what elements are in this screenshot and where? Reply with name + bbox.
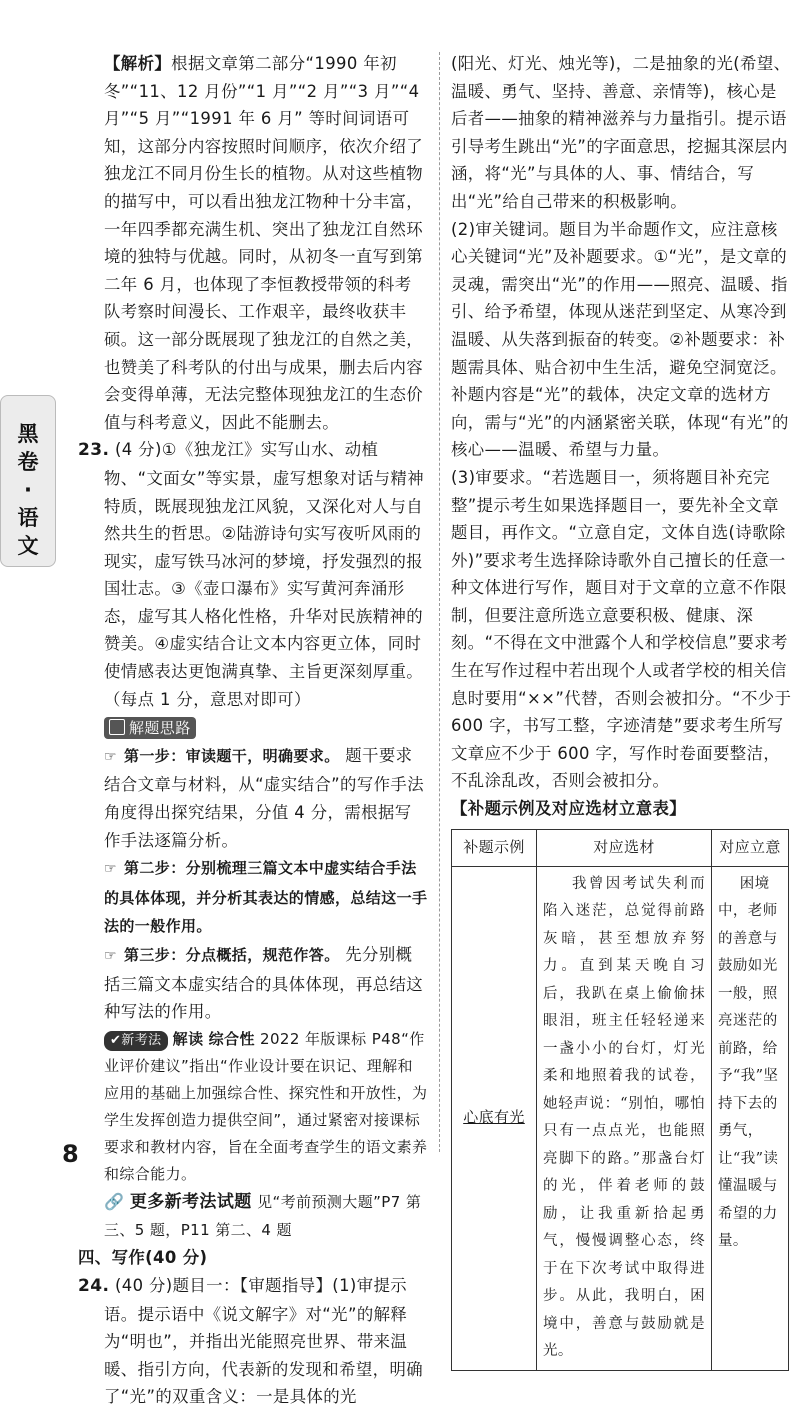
side-tab-label: 黑卷·语文 (17, 422, 39, 558)
table-cell-title (452, 866, 537, 1370)
hand-icon: ☞ (104, 748, 117, 765)
table-cell-material: 我曾因考试失利而陷入迷茫，总觉得前路灰暗，甚至想放弃努力。直到某天晚自习后，我趴在桌上偷偷抹眼泪，班主任轻轻递来一盏小小的台灯，灯光柔和地照着我的试卷，她轻声说：“别怕，哪怕只有一点点光，也能照亮脚下的路。”那盏台灯的光，伴着老师的鼓励，让我重新拾起勇气，慢慢调整心态，终于在下次考试中取得进步。从此，我明白，困境中，善意与鼓励就是光。 (537, 866, 712, 1370)
step-3 (78, 941, 428, 1026)
q24-text: (40 分)题目一：【审题指导】(1)审提示语。提示语中《说文解字》对“光”的解释为“明也”，并指出光能照亮世界、带来温暖、指引方向，代表新的发现和希望，明确了“光”的双重含义：一是具体的光 (104, 1275, 424, 1407)
analysis-text: 根据文章第二部分“1990 年初冬”“11、12 月份”“1 月”“2 月”“3 月”“4 月”“5 月”“1991 年 6 月” 等时间词语可知，这部分内容按照时间顺序，依次介绍了独龙江不同月份生长的植物。从对这些植物的描写中，可以看出独龙江物种十分丰富，一年四季都充满生机、突出了独龙江自然环境的独特与优越。同时，从初冬一直写到第二年 6 月，也体现了李恒教授带领的科考队考察时间漫长、工作艰辛，最终收获丰硕。这一部分既展现了独龙江的自然之美，也赞美了科考队的付出与成果，删去后内容会变得单薄，无法完整体现独龙江的生态价值与科考意义，因此不能删去。 (104, 54, 424, 432)
hand-icon: ☞ (104, 861, 117, 878)
section-4-heading: 四、写作(40 分) (78, 1248, 208, 1268)
more-text: 见“考前预测大题”P7 第三、5 题，P11 第二、4 题 (104, 1192, 422, 1240)
new-method-tag-label: 新考法 (121, 1032, 162, 1048)
question-24 (78, 1272, 428, 1411)
pencil-box-icon (109, 719, 125, 735)
row-title: 心底有光 (463, 1108, 525, 1127)
table-header-row (452, 829, 789, 866)
more-head: 更多新考法试题 (129, 1191, 252, 1212)
topic-table (451, 829, 789, 1371)
step-3-text: 先分别概括三篇文本虚实结合的具体体现，再总结这种写法的作用。 (104, 945, 424, 1022)
q23-number: 23. (78, 440, 110, 461)
table-header: 对应立意 (712, 829, 789, 866)
left-column (78, 50, 428, 1411)
q24-number: 24. (78, 1275, 110, 1296)
step-1 (78, 742, 428, 854)
step-2 (78, 854, 428, 941)
q23-text: (4 分)①《独龙江》实写山水、动植物、“文面女”等实景，虚写想象对话与精神特质，既展现独龙江风貌，又深化对人与自然共生的哲思。②陆游诗句实写夜听风雨的现实，虚写铁马冰河的梦境，抒发强烈的报国壮志。③《壶口瀑布》实写黄河奔涌形态，虚写其人格化性格，升华对民族精神的赞美。④虚实结合让文本内容更立体，同时使情感表达更饱满真挚、主旨更深刻厚重。（每点 1 分，意思对即可） (104, 440, 425, 709)
new-method-tag2: 解读 (172, 1029, 204, 1048)
right-paragraph-1: (阳光、灯光、烛光等)，二是抽象的光(希望、温暖、勇气、坚持、善意、亲情等)，核心是后者——抽象的精神滋养与力量指引。提示语引导考生跳出“光”的字面意思，挖掘其深层内涵，将“光”与具体的人、事、情结合，写出“光”给自己带来的积极影响。 (451, 54, 791, 211)
new-method-tag (104, 1031, 168, 1051)
step-1-head: 第一步：审读题干，明确要求。 (124, 746, 340, 765)
check-icon: ✔ (110, 1032, 122, 1048)
page-number: 8 (62, 1140, 79, 1168)
table-header: 补题示例 (452, 829, 537, 866)
right-paragraph-2: (2)审关键词。题目为半命题作文，应注意核心关键词“光”及补题要求。①“光”，是文章的灵魂，需突出“光”的作用——照亮、温暖、指引、给予希望，体现从迷茫到坚定、从寒冷到温暖、从失落到振奋的转变。②补题要求：补题需具体、贴合初中生生活，避免空洞宽泛。补题内容是“光”的载体，决定文章的选材方向，需与“光”的内涵紧密关联，体现“有光”的核心——温暖、希望与力量。 (451, 219, 789, 460)
side-tab (0, 395, 56, 567)
right-paragraph-3: (3)审要求。“若选题目一，须将题目补充完整”提示考生如果选择题目一，要先补全文章题目，再作文。“立意自定，文体自选(诗歌除外)”要求考生选择除诗歌外自己擅长的任意一种文体进行写作，题目对于文章的立意不作限制，但要注意所选立意要积极、健康、深刻。“不得在文中泄露个人和学校信息”要求考生在写作过程中若出现个人或者学校的相关信息时要用“××”代替，否则会被扣分。“不少于 600 字，书写工整，字迹清楚”要求考生所写文章应不少于 600 字，写作时卷面要整洁，不乱涂乱改，否则会被扣分。 (451, 467, 792, 791)
analysis-label: 【解析】 (104, 54, 172, 73)
step-2-head: 第二步：分别梳理三篇文本中虚实结合手法的具体体现，并分析其表达的情感，总结这一手法的一般作用。 (104, 859, 428, 936)
link-icon: 🔗 (104, 1191, 125, 1211)
question-23 (78, 436, 428, 713)
solution-tag-row (78, 713, 428, 742)
analysis-paragraph (78, 50, 428, 436)
hand-icon: ☞ (104, 948, 117, 964)
step-3-head: 第三步：分点概括，规范作答。 (124, 946, 340, 964)
table-cell-idea: 困境中，老师的善意与鼓励如光一般，照亮迷茫的前路，给予“我”坚持下去的勇气，让“我”读懂温暖与希望的力量。 (712, 866, 789, 1370)
new-method-head: 综合性 (208, 1029, 255, 1048)
column-divider (439, 52, 440, 1152)
table-title: 【补题示例及对应选材立意表】 (451, 799, 687, 819)
solution-tag-label: 解题思路 (129, 719, 191, 738)
step-1-text: 题干要求结合文章与材料，从“虚实结合”的写作手法角度得出探究结果，分值 4 分，需根据写作手法逐篇分析。 (104, 745, 425, 850)
new-method-text: 2022 年版课标 P48“作业评价建议”指出“作业设计要在识记、理解和应用的基础上加强综合性、探究性和开放性，为学生发挥创造力提供空间”，通过紧密对接课标要求和教材内容，旨在全面考查学生的语文素养和综合能力。 (104, 1029, 428, 1183)
new-method-paragraph (78, 1026, 428, 1188)
right-column (451, 50, 793, 1371)
table-row (452, 866, 789, 1370)
table-header: 对应选材 (537, 829, 712, 866)
solution-tag (104, 717, 196, 739)
more-questions (78, 1188, 428, 1245)
